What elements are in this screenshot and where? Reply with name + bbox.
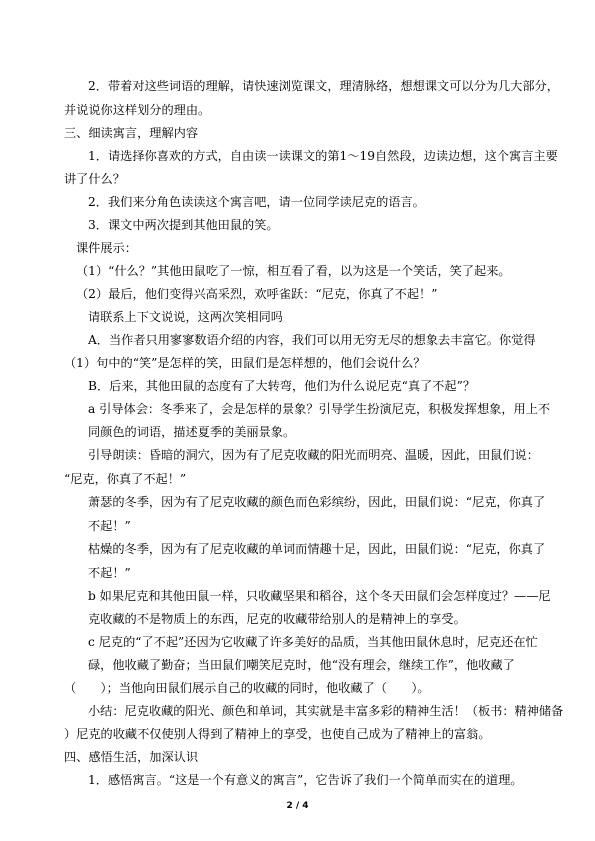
text-line: a 引导体会：冬季来了，会是怎样的景象？引导学生扮演尼克，积极发挥想象，用上不 <box>88 402 551 416</box>
section-heading: 三、细读寓言，理解内容 <box>64 126 199 140</box>
text-line: 不起！” <box>88 519 131 533</box>
text-line: 同颜色的词语，描述夏季的美丽景象。 <box>88 425 296 439</box>
text-line: 2．带着对这些词语的理解，请快速浏览课文，理清脉络，想想课文可以分为几大部分， <box>88 79 559 93</box>
text-line: 不起！” <box>88 566 131 580</box>
text-line: 请联系上下文说说，这两次笑相同吗 <box>88 310 283 324</box>
text-line: 小结：尼克收藏的阳光、颜色和单词，其实就是丰富多彩的精神生活！（板书：精神储备 <box>88 704 564 718</box>
text-line: b 如果尼克和其他田鼠一样，只收藏坚果和稻谷，这个冬天田鼠们会怎样度过？——尼 <box>88 589 551 603</box>
text-line: （1）“什么？”其他田鼠吃了一惊，相互看了看，以为这是一个笑话，笑了起来。 <box>76 264 511 278</box>
text-line: 讲了什么？ <box>64 172 125 186</box>
text-line: A．当作者只用寥寥数语介绍的内容，我们可以用无穷无尽的想象去丰富它。你觉得 <box>88 333 536 347</box>
text-line: 引导朗读：昏暗的洞穴，因为有了尼克收藏的阳光而明亮、温暖，因此，田鼠们说： <box>88 448 539 462</box>
text-line: （ ）；当他向田鼠们展示自己的收藏的同时，他收藏了（ ）。 <box>64 681 430 695</box>
text-line: 1．请选择你喜欢的方式，自由读一读课文的第1～19自然段，边读边想，这个寓言主要 <box>88 149 558 163</box>
text-line: 2．我们来分角色读读这个寓言吧，请一位同学读尼克的语言。 <box>88 195 425 209</box>
section-heading: 四、感悟生活，加深认识 <box>64 750 199 764</box>
text-line: c 尼克的“了不起”还因为它收藏了许多美好的品质，当其他田鼠休息时，尼克还在忙 <box>88 635 538 649</box>
page-number: 2 / 4 <box>286 801 309 811</box>
text-line: （2）最后，他们变得兴高采烈，欢呼雀跃：“尼克，你真了不起！” <box>76 287 438 301</box>
text-line: 碌，他收藏了勤奋；当田鼠们嘲笑尼克时，他“没有理会，继续工作”，他收藏了 <box>88 658 515 672</box>
text-line: 课件展示： <box>76 241 137 255</box>
text-line: B．后来，其他田鼠的态度有了大转弯，他们为什么说尼克“真了不起”？ <box>88 379 476 393</box>
text-line: 1．感悟寓言。“这是一个有意义的寓言”，它告诉了我们一个简单而实在的道理。 <box>88 773 523 787</box>
text-line: 萧瑟的冬季，因为有了尼克收藏的颜色而色彩缤纷，因此，田鼠们说：“尼克，你真了 <box>88 495 546 509</box>
text-line: ）尼克的收藏不仅使别人得到了精神上的享受，也使自己成为了精神上的富翁。 <box>64 727 491 741</box>
text-line: “尼克，你真了不起！” <box>64 472 187 486</box>
text-line: （1）句中的“笑”是怎样的笑，田鼠们是怎样想的，他们会说什么？ <box>64 356 426 370</box>
text-line: 并说说你这样划分的理由。 <box>64 103 211 117</box>
text-line: 克收藏的不是物质上的东西，尼克的收藏带给别人的是精神上的享受。 <box>88 612 466 626</box>
text-line: 枯燥的冬季，因为有了尼克收藏的单词而情趣十足，因此，田鼠们说：“尼克，你真了 <box>88 542 546 556</box>
text-line: 3．课文中两次提到其他田鼠的笑。 <box>88 218 279 232</box>
